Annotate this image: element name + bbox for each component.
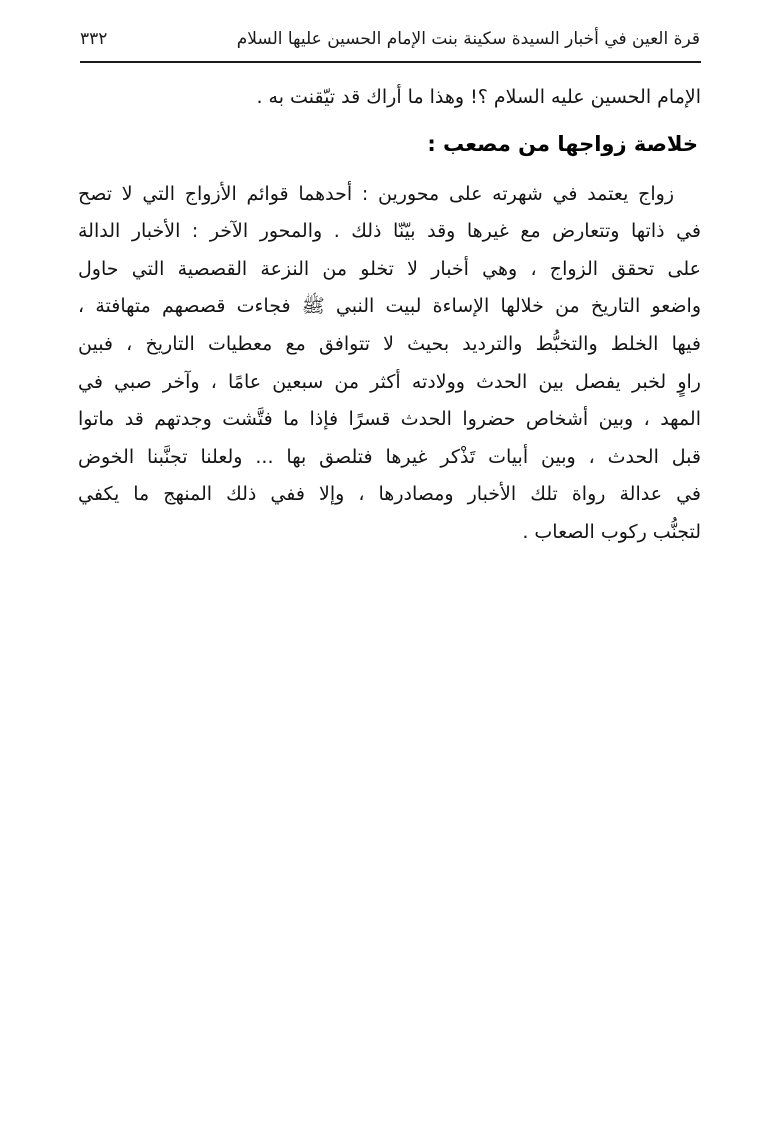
continuation-line: الإمام الحسين عليه السلام ؟! وهذا ما أراك قد تيّقنت به . — [256, 86, 701, 108]
paragraph-line: في عدالة رواة تلك الأخبار ومصادرها ، وإلا ففي ذلك المنهج ما يكفي — [78, 483, 701, 506]
running-header — [80, 22, 700, 54]
paragraph — [78, 176, 701, 552]
paragraph-line: المهد ، وبين أشخاص حضروا الحدث قسرًا فإذا ما فتَّشت وجدتهم قد ماتوا — [78, 408, 701, 431]
section-heading: خلاصة زواجها من مصعب : — [427, 131, 698, 156]
paragraph-line: في ذاتها وتتعارض مع غيرها وقد بيّنّا ذلك . والمحور الآخر : الأخبار الدالة — [78, 220, 701, 243]
paragraph-line: لتجنُّب ركوب الصعاب . — [522, 520, 701, 543]
paragraph-line: راوٍ لخبر يفصل بين الحدث وولادته أكثر من سبعين عامًا ، وآخر صبي في — [78, 370, 701, 393]
paragraph-line: قبل الحدث ، وبين أبيات تَذْكر غيرها فتلصق بها ... ولعلنا تجنَّبنا الخوض — [78, 445, 701, 468]
paragraph-line: زواج يعتمد في شهرته على محورين : أحدهما قوائم الأزواج التي لا تصح — [78, 182, 674, 205]
page-number: ٣٣٢ — [80, 29, 108, 49]
paragraph-line: فيها الخلط والتخبُّط والترديد بحيث لا تتوافق مع معطيات التاريخ ، فبين — [78, 332, 701, 355]
header-rule — [80, 61, 701, 63]
page-body — [78, 79, 701, 552]
paragraph-line: واضعو التاريخ من خلالها الإساءة لبيت النبي ﷺ فجاءت قصصهم متهافتة ، — [78, 295, 701, 318]
paragraph-line: على تحقق الزواج ، وهي أخبار لا تخلو من النزعة القصصية التي حاول — [78, 257, 701, 280]
running-title: قرة العين في أخبار السيدة سكينة بنت الإمام الحسين عليها السلام — [236, 29, 700, 49]
